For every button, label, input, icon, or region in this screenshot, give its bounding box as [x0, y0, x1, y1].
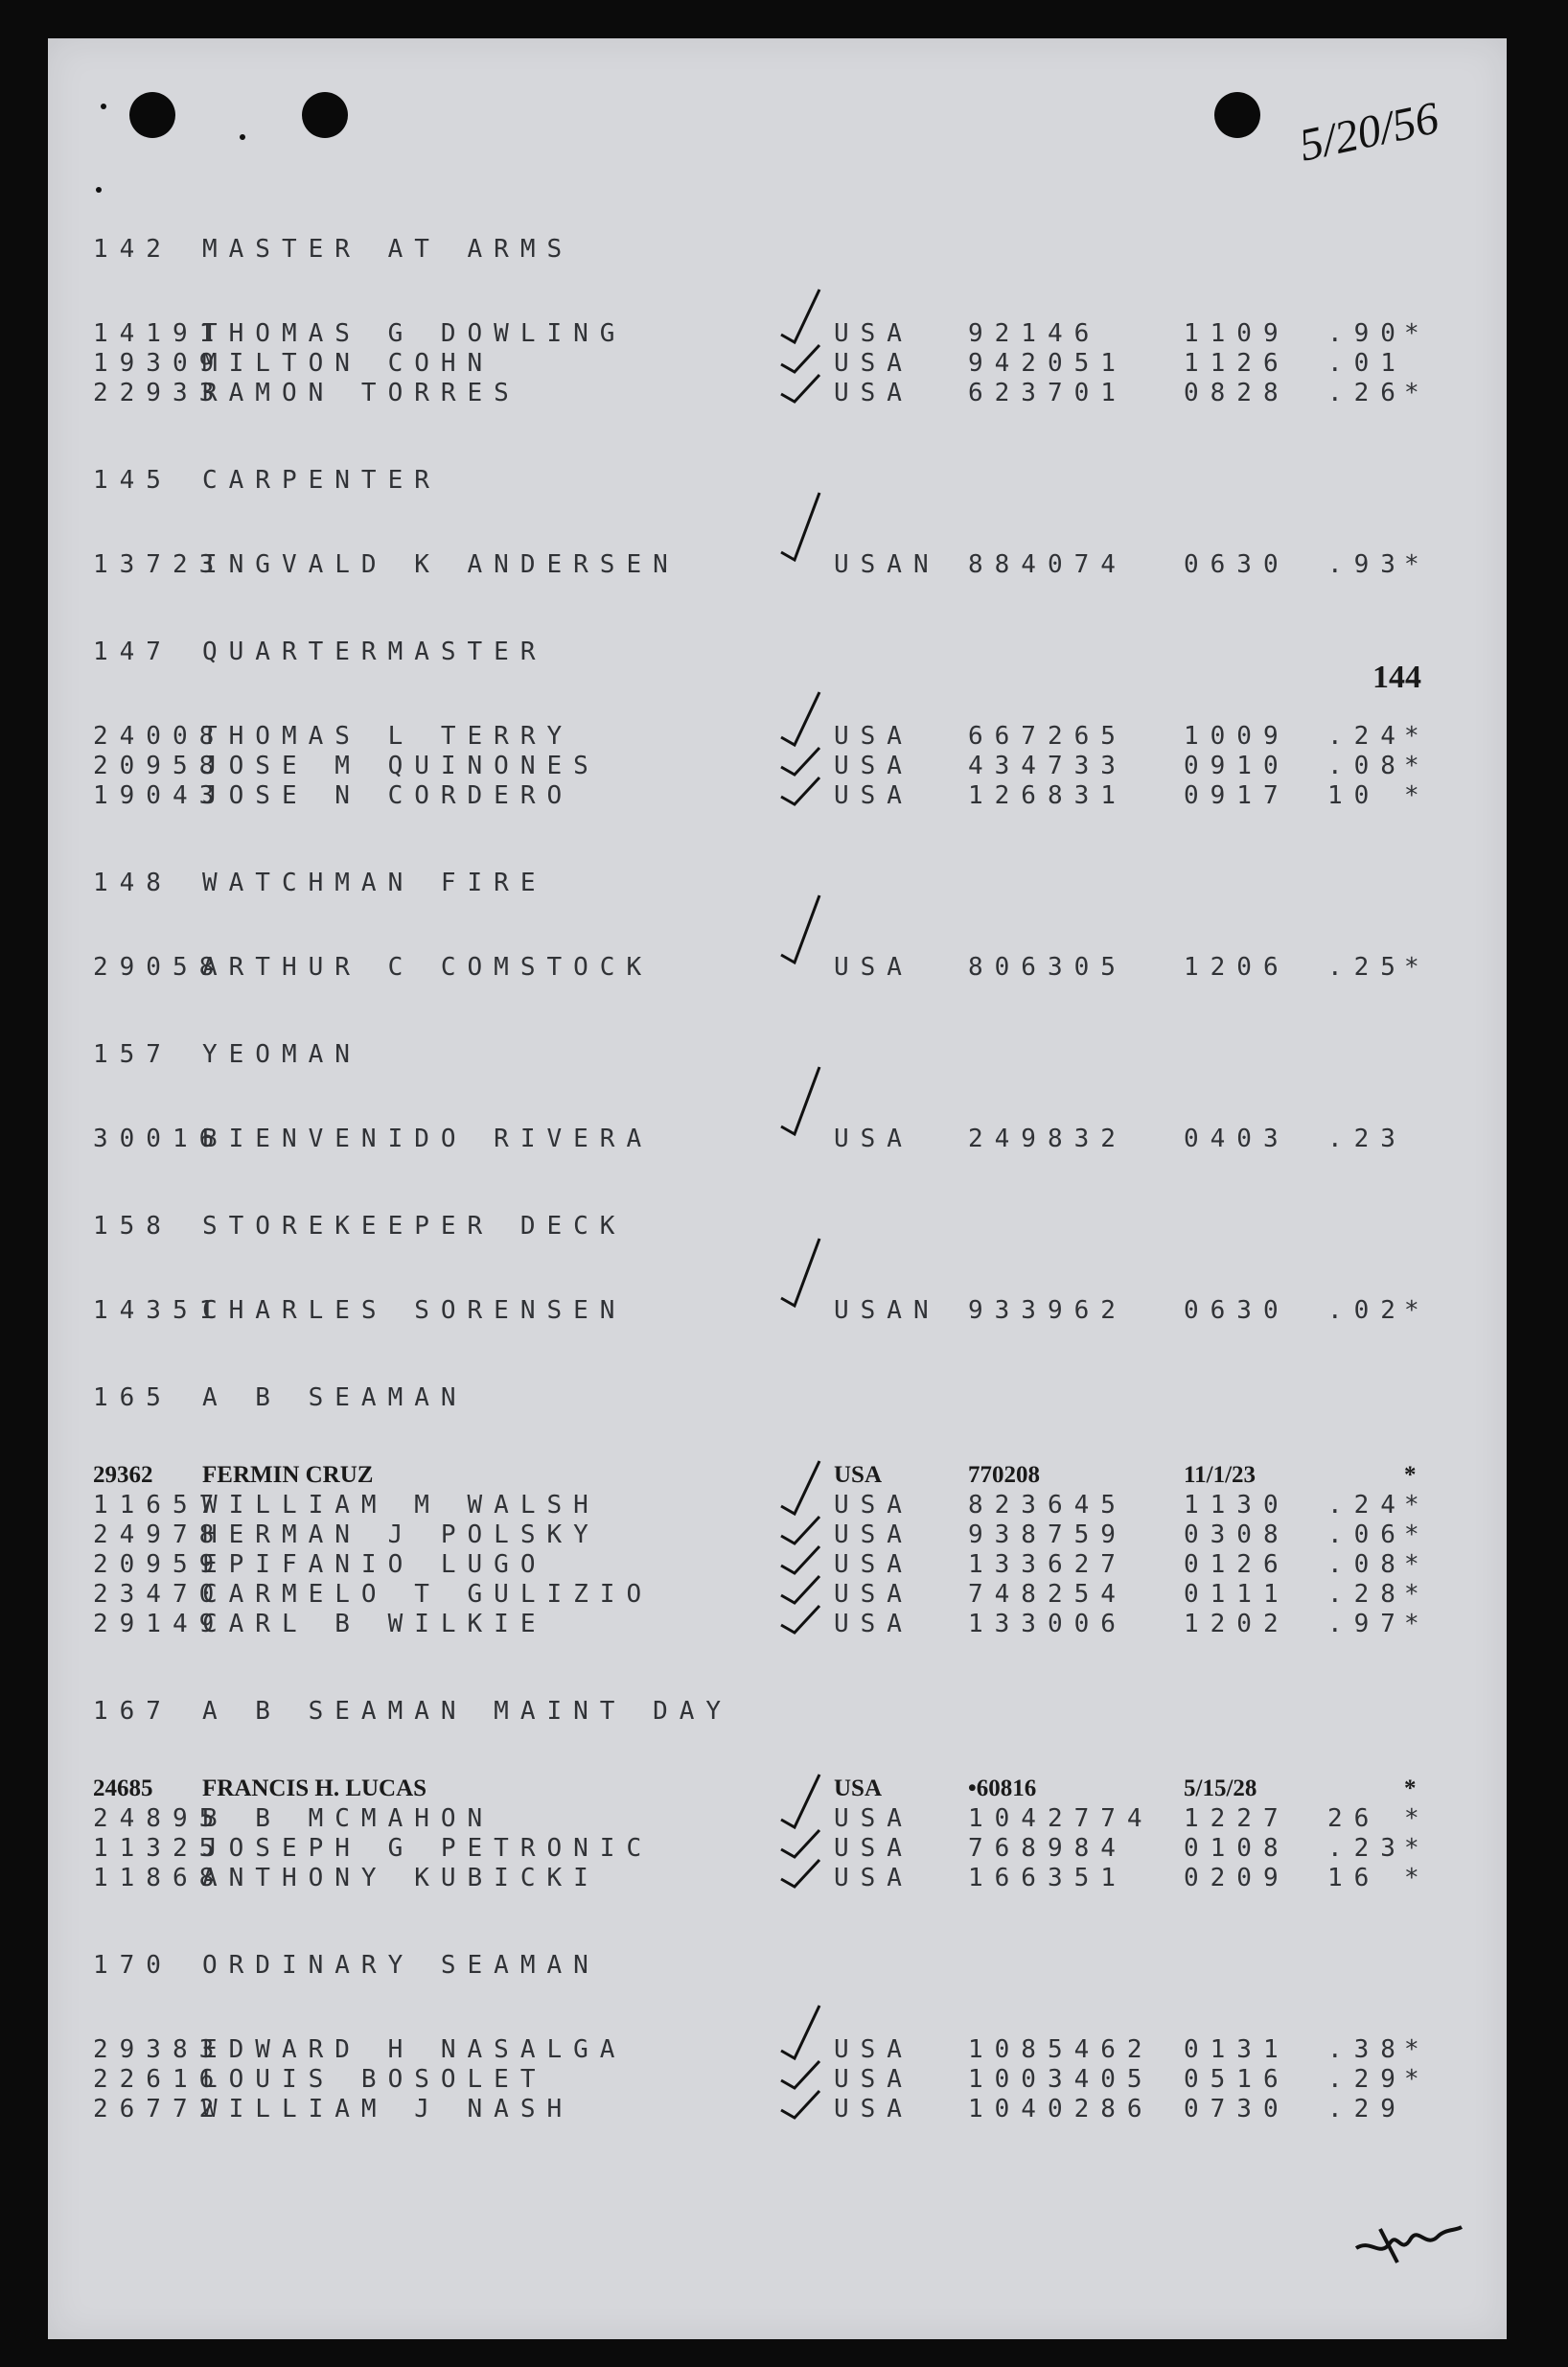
entry-name: ARTHUR C COMSTOCK — [202, 953, 654, 982]
entry-rate: .26 — [1327, 379, 1407, 407]
entry-ref: 166351 — [968, 1864, 1127, 1892]
entry-rate: .08 — [1327, 752, 1407, 780]
entry-num: 26772 — [93, 2095, 226, 2123]
entry-date: 0630 — [1184, 1296, 1290, 1325]
section-code: 170 — [93, 1951, 173, 1980]
entry-mark: * — [1404, 2065, 1431, 2094]
entry-ref: 434733 — [968, 752, 1127, 780]
entry-mark: * — [1404, 550, 1431, 579]
section-code: 157 — [93, 1040, 173, 1069]
entry-nat: USA — [834, 1520, 913, 1549]
entry-nat: USA — [834, 1834, 913, 1863]
entry-num: 30016 — [93, 1125, 226, 1153]
entry-name: CARL B WILKIE — [202, 1610, 547, 1638]
entry-num: 20959 — [93, 1550, 226, 1579]
entry-ref: 933962 — [968, 1296, 1127, 1325]
section-code: 142 — [93, 235, 173, 264]
entry-nat: USAN — [834, 550, 940, 579]
entry-nat: USAN — [834, 1296, 940, 1325]
entry-mark: * — [1404, 2035, 1431, 2064]
entry-mark: * — [1404, 752, 1431, 780]
entry-name: ANTHONY KUBICKI — [202, 1864, 600, 1892]
entry-ref: 1003405 — [968, 2065, 1154, 2094]
entry-ref: 1040286 — [968, 2095, 1154, 2123]
entry-date: 1126 — [1184, 349, 1290, 378]
entry-ref: 249832 — [968, 1125, 1127, 1153]
entry-name: WILLIAM J NASH — [202, 2095, 574, 2123]
entry-num: 11868 — [93, 1864, 226, 1892]
entry-mark: * — [1404, 1834, 1431, 1863]
entry-name: MILTON COHN — [202, 349, 495, 378]
check-mark — [781, 1546, 819, 1573]
entry-nat: USA — [834, 1580, 913, 1609]
entry-name: B B MCMAHON — [202, 1804, 495, 1833]
entry-date: 0131 — [1184, 2035, 1290, 2064]
entry-name: THOMAS G DOWLING — [202, 319, 627, 348]
entry-ref: 823645 — [968, 1491, 1127, 1520]
entry-mark: * — [1404, 1580, 1431, 1609]
entry-date: 0730 — [1184, 2095, 1290, 2123]
entry-rate: .28 — [1327, 1580, 1407, 1609]
entry-name: BIENVENIDO RIVERA — [202, 1125, 654, 1153]
check-mark — [781, 493, 819, 560]
entry-rate: .02 — [1327, 1296, 1407, 1325]
added-entry-num: 29362 — [93, 1462, 153, 1488]
entry-rate: .24 — [1327, 722, 1407, 751]
check-mark — [781, 1830, 819, 1857]
section-title: YEOMAN — [202, 1040, 361, 1069]
added-entry-name: FRANCIS H. LUCAS — [202, 1775, 427, 1801]
section-code: 148 — [93, 869, 173, 897]
entry-nat: USA — [834, 1804, 913, 1833]
entry-rate: .01 — [1327, 349, 1407, 378]
ink-speck — [96, 187, 102, 193]
entry-rate: .25 — [1327, 953, 1407, 982]
check-mark — [781, 1067, 819, 1134]
entry-date: 1206 — [1184, 953, 1290, 982]
entry-date: 0917 — [1184, 781, 1290, 810]
entry-nat: USA — [834, 722, 913, 751]
entry-date: 0403 — [1184, 1125, 1290, 1153]
entry-num: 13723 — [93, 550, 226, 579]
entry-mark: * — [1404, 781, 1431, 810]
entry-nat: USA — [834, 349, 913, 378]
added-entry-name: FERMIN CRUZ — [202, 1462, 374, 1488]
entry-num: 14351 — [93, 1296, 226, 1325]
added-entry-ref: 770208 — [968, 1462, 1040, 1488]
entry-num: 19309 — [93, 349, 226, 378]
entry-date: 0111 — [1184, 1580, 1290, 1609]
handwritten-date: 5/20/56 — [1295, 92, 1443, 172]
entry-mark: * — [1404, 1804, 1431, 1833]
page-number: 144 — [1372, 660, 1421, 695]
punch-hole — [129, 92, 175, 138]
entry-date: 1202 — [1184, 1610, 1290, 1638]
entry-ref: 1042774 — [968, 1804, 1154, 1833]
check-mark — [781, 1775, 819, 1827]
entry-mark: * — [1404, 1520, 1431, 1549]
entry-nat: USA — [834, 379, 913, 407]
entry-rate: 10 — [1327, 781, 1381, 810]
check-mark — [781, 748, 819, 775]
document-page — [48, 38, 1507, 2339]
section-title: ORDINARY SEAMAN — [202, 1951, 600, 1980]
check-mark — [781, 375, 819, 402]
entry-mark: * — [1404, 1296, 1431, 1325]
check-mark — [781, 2091, 819, 2118]
added-entry-num: 24685 — [93, 1775, 153, 1801]
entry-nat: USA — [834, 2095, 913, 2123]
entry-name: CARMELO T GULIZIO — [202, 1580, 654, 1609]
entry-num: 29149 — [93, 1610, 226, 1638]
entry-date: 1009 — [1184, 722, 1290, 751]
entry-nat: USA — [834, 319, 913, 348]
entry-date: 0126 — [1184, 1550, 1290, 1579]
entry-num: 24978 — [93, 1520, 226, 1549]
check-mark — [781, 290, 819, 342]
entry-date: 0108 — [1184, 1834, 1290, 1863]
entry-rate: .23 — [1327, 1834, 1407, 1863]
entry-nat: USA — [834, 1125, 913, 1153]
check-mark — [781, 895, 819, 963]
entry-mark: * — [1404, 1610, 1431, 1638]
entry-rate: 16 — [1327, 1864, 1381, 1892]
entry-num: 20958 — [93, 752, 226, 780]
entry-nat: USA — [834, 1610, 913, 1638]
entry-ref: 942051 — [968, 349, 1127, 378]
check-mark — [781, 1576, 819, 1603]
check-mark — [781, 692, 819, 745]
entry-ref: 133627 — [968, 1550, 1127, 1579]
entry-nat: USA — [834, 2065, 913, 2094]
entry-mark: * — [1404, 953, 1431, 982]
entry-date: 0910 — [1184, 752, 1290, 780]
entry-ref: 126831 — [968, 781, 1127, 810]
entry-name: INGVALD K ANDERSEN — [202, 550, 680, 579]
section-title: A B SEAMAN — [202, 1383, 468, 1412]
entry-name: RAMON TORRES — [202, 379, 520, 407]
added-entry-date: 5/15/28 — [1184, 1775, 1257, 1801]
entry-name: HERMAN J POLSKY — [202, 1520, 600, 1549]
entry-nat: USA — [834, 781, 913, 810]
entry-num: 11657 — [93, 1491, 226, 1520]
entry-date: 0516 — [1184, 2065, 1290, 2094]
entry-ref: 806305 — [968, 953, 1127, 982]
entry-num: 29383 — [93, 2035, 226, 2064]
entry-num: 23470 — [93, 1580, 226, 1609]
entry-nat: USA — [834, 1491, 913, 1520]
entry-num: 29058 — [93, 953, 226, 982]
entry-num: 24008 — [93, 722, 226, 751]
added-entry-mark: * — [1404, 1462, 1417, 1488]
punch-hole — [302, 92, 348, 138]
entry-name: WILLIAM M WALSH — [202, 1491, 600, 1520]
check-mark — [781, 2006, 819, 2058]
entry-date: 0308 — [1184, 1520, 1290, 1549]
section-code: 145 — [93, 466, 173, 495]
section-title: A B SEAMAN MAINT DAY — [202, 1697, 733, 1726]
entry-ref: 938759 — [968, 1520, 1127, 1549]
entry-rate: .38 — [1327, 2035, 1407, 2064]
entry-name: JOSE M QUINONES — [202, 752, 600, 780]
entry-rate: 26 — [1327, 1804, 1381, 1833]
check-mark — [781, 1239, 819, 1306]
check-mark — [781, 1860, 819, 1887]
section-title: QUARTERMASTER — [202, 638, 547, 666]
entry-ref: 92146 — [968, 319, 1101, 348]
section-title: WATCHMAN FIRE — [202, 869, 547, 897]
entry-ref: 667265 — [968, 722, 1127, 751]
added-entry-nat: USA — [834, 1462, 883, 1488]
entry-name: JOSEPH G PETRONIC — [202, 1834, 654, 1863]
check-mark — [781, 777, 819, 804]
section-code: 147 — [93, 638, 173, 666]
section-code: 167 — [93, 1697, 173, 1726]
entry-rate: .23 — [1327, 1125, 1407, 1153]
entry-name: LOUIS BOSOLET — [202, 2065, 547, 2094]
entry-name: THOMAS L TERRY — [202, 722, 574, 751]
entry-ref: 1085462 — [968, 2035, 1154, 2064]
entry-rate: .06 — [1327, 1520, 1407, 1549]
added-entry-nat: USA — [834, 1775, 883, 1801]
section-title: STOREKEEPER DECK — [202, 1212, 627, 1241]
entry-num: 19043 — [93, 781, 226, 810]
entry-date: 0828 — [1184, 379, 1290, 407]
entry-mark: * — [1404, 379, 1431, 407]
section-title: CARPENTER — [202, 466, 441, 495]
entry-nat: USA — [834, 2035, 913, 2064]
entry-ref: 884074 — [968, 550, 1127, 579]
entry-mark: * — [1404, 1550, 1431, 1579]
entry-name: EPIFANIO LUGO — [202, 1550, 547, 1579]
punch-hole — [1214, 92, 1260, 138]
entry-num: 22616 — [93, 2065, 226, 2094]
check-mark — [781, 2061, 819, 2088]
check-mark — [781, 345, 819, 372]
entry-num: 11325 — [93, 1834, 226, 1863]
entry-mark: * — [1404, 319, 1431, 348]
section-title: MASTER AT ARMS — [202, 235, 574, 264]
entry-rate: .93 — [1327, 550, 1407, 579]
entry-ref: 133006 — [968, 1610, 1127, 1638]
added-entry-mark: * — [1404, 1775, 1417, 1801]
entry-nat: USA — [834, 752, 913, 780]
check-mark — [781, 1517, 819, 1543]
entry-name: CHARLES SORENSEN — [202, 1296, 627, 1325]
entry-rate: .97 — [1327, 1610, 1407, 1638]
entry-rate: .29 — [1327, 2065, 1407, 2094]
entry-rate: .08 — [1327, 1550, 1407, 1579]
ink-speck — [101, 104, 106, 109]
section-code: 158 — [93, 1212, 173, 1241]
entry-date: 0209 — [1184, 1864, 1290, 1892]
ink-speck — [240, 134, 245, 140]
initials-signature — [1351, 2210, 1466, 2267]
entry-num: 24895 — [93, 1804, 226, 1833]
entry-date: 1109 — [1184, 319, 1290, 348]
added-entry-ref: •60816 — [968, 1775, 1037, 1801]
entry-rate: .24 — [1327, 1491, 1407, 1520]
entry-date: 0630 — [1184, 550, 1290, 579]
entry-rate: .90 — [1327, 319, 1407, 348]
entry-ref: 768984 — [968, 1834, 1127, 1863]
entry-mark: * — [1404, 1491, 1431, 1520]
entry-nat: USA — [834, 1550, 913, 1579]
entry-rate: .29 — [1327, 2095, 1407, 2123]
entry-name: EDWARD H NASALGA — [202, 2035, 627, 2064]
entry-date: 1227 — [1184, 1804, 1290, 1833]
entry-ref: 623701 — [968, 379, 1127, 407]
entry-num: 22933 — [93, 379, 226, 407]
entry-mark: * — [1404, 1864, 1431, 1892]
added-entry-date: 11/1/23 — [1184, 1462, 1257, 1488]
entry-num: 14191 — [93, 319, 226, 348]
entry-mark: * — [1404, 722, 1431, 751]
entry-nat: USA — [834, 953, 913, 982]
entry-ref: 748254 — [968, 1580, 1127, 1609]
check-mark — [781, 1606, 819, 1633]
entry-date: 1130 — [1184, 1491, 1290, 1520]
entry-nat: USA — [834, 1864, 913, 1892]
entry-name: JOSE N CORDERO — [202, 781, 574, 810]
section-code: 165 — [93, 1383, 173, 1412]
check-mark — [781, 1461, 819, 1514]
